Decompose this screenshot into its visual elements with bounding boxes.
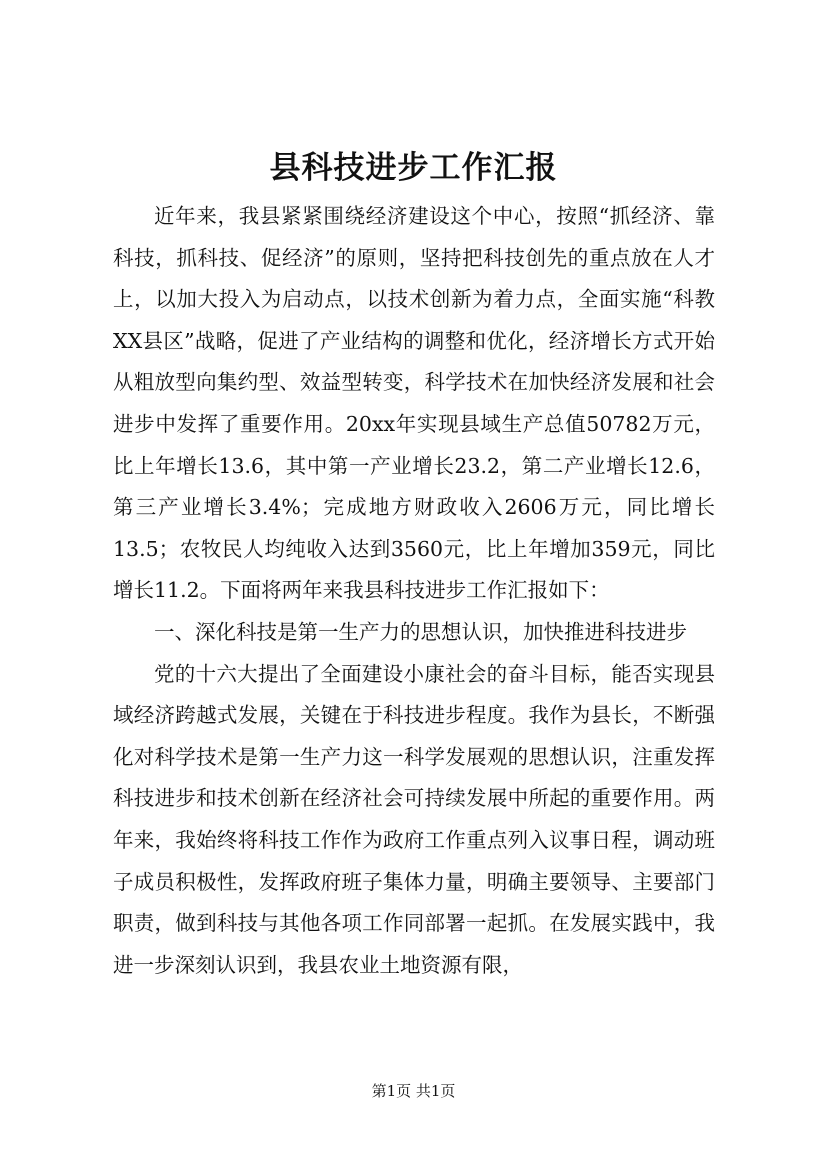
paragraph-section-body: 党的十六大提出了全面建设小康社会的奋斗目标，能否实现县域经济跨越式发展，关键在于科技进步程度。我作为县长，不断强化对科学技术是第一生产力这一科学发展观的思想认识，注重发挥科技进步和技术创新在经济社会可持续发展中所起的重要作用。两年来，我始终将科技工作作为政府工作重点列入议事日程，调动班子成员积极性，发挥政府班子集体力量，明确主要领导、主要部门职责，做到科技与其他各项工作同部署一起抓。在发展实践中，我进一步深刻认识到，我县农业土地资源有限，	[113, 661, 715, 977]
document-body	[113, 196, 715, 986]
paragraph-intro: 近年来，我县紧紧围绕经济建设这个中心，按照“抓经济、靠科技，抓科技、促经济”的原则，坚持把科技创先的重点放在人才上，以加大投入为启动点，以技术创新为着力点，全面实施“科教XX县区”战略，促进了产业结构的调整和优化，经济增长方式开始从粗放型向集约型、效益型转变，科学技术在加快经济发展和社会进步中发挥了重要作用。20xx年实现县域生产总值50782万元，比上年增长13.6，其中第一产业增长23.2，第二产业增长12.6，第三产业增长3.4%；完成地方财政收入2606万元，同比增长13.5；农牧民人均纯收入达到3560元，比上年增加359元，同比增长11.2。下面将两年来我县科技进步工作汇报如下：	[113, 204, 715, 603]
document-title: 县科技进步工作汇报	[269, 150, 558, 186]
paragraph-section-heading: 一、深化科技是第一生产力的思想认识，加快推进科技进步	[154, 619, 687, 644]
page-footer: 第1页 共1页	[371, 1082, 456, 1100]
